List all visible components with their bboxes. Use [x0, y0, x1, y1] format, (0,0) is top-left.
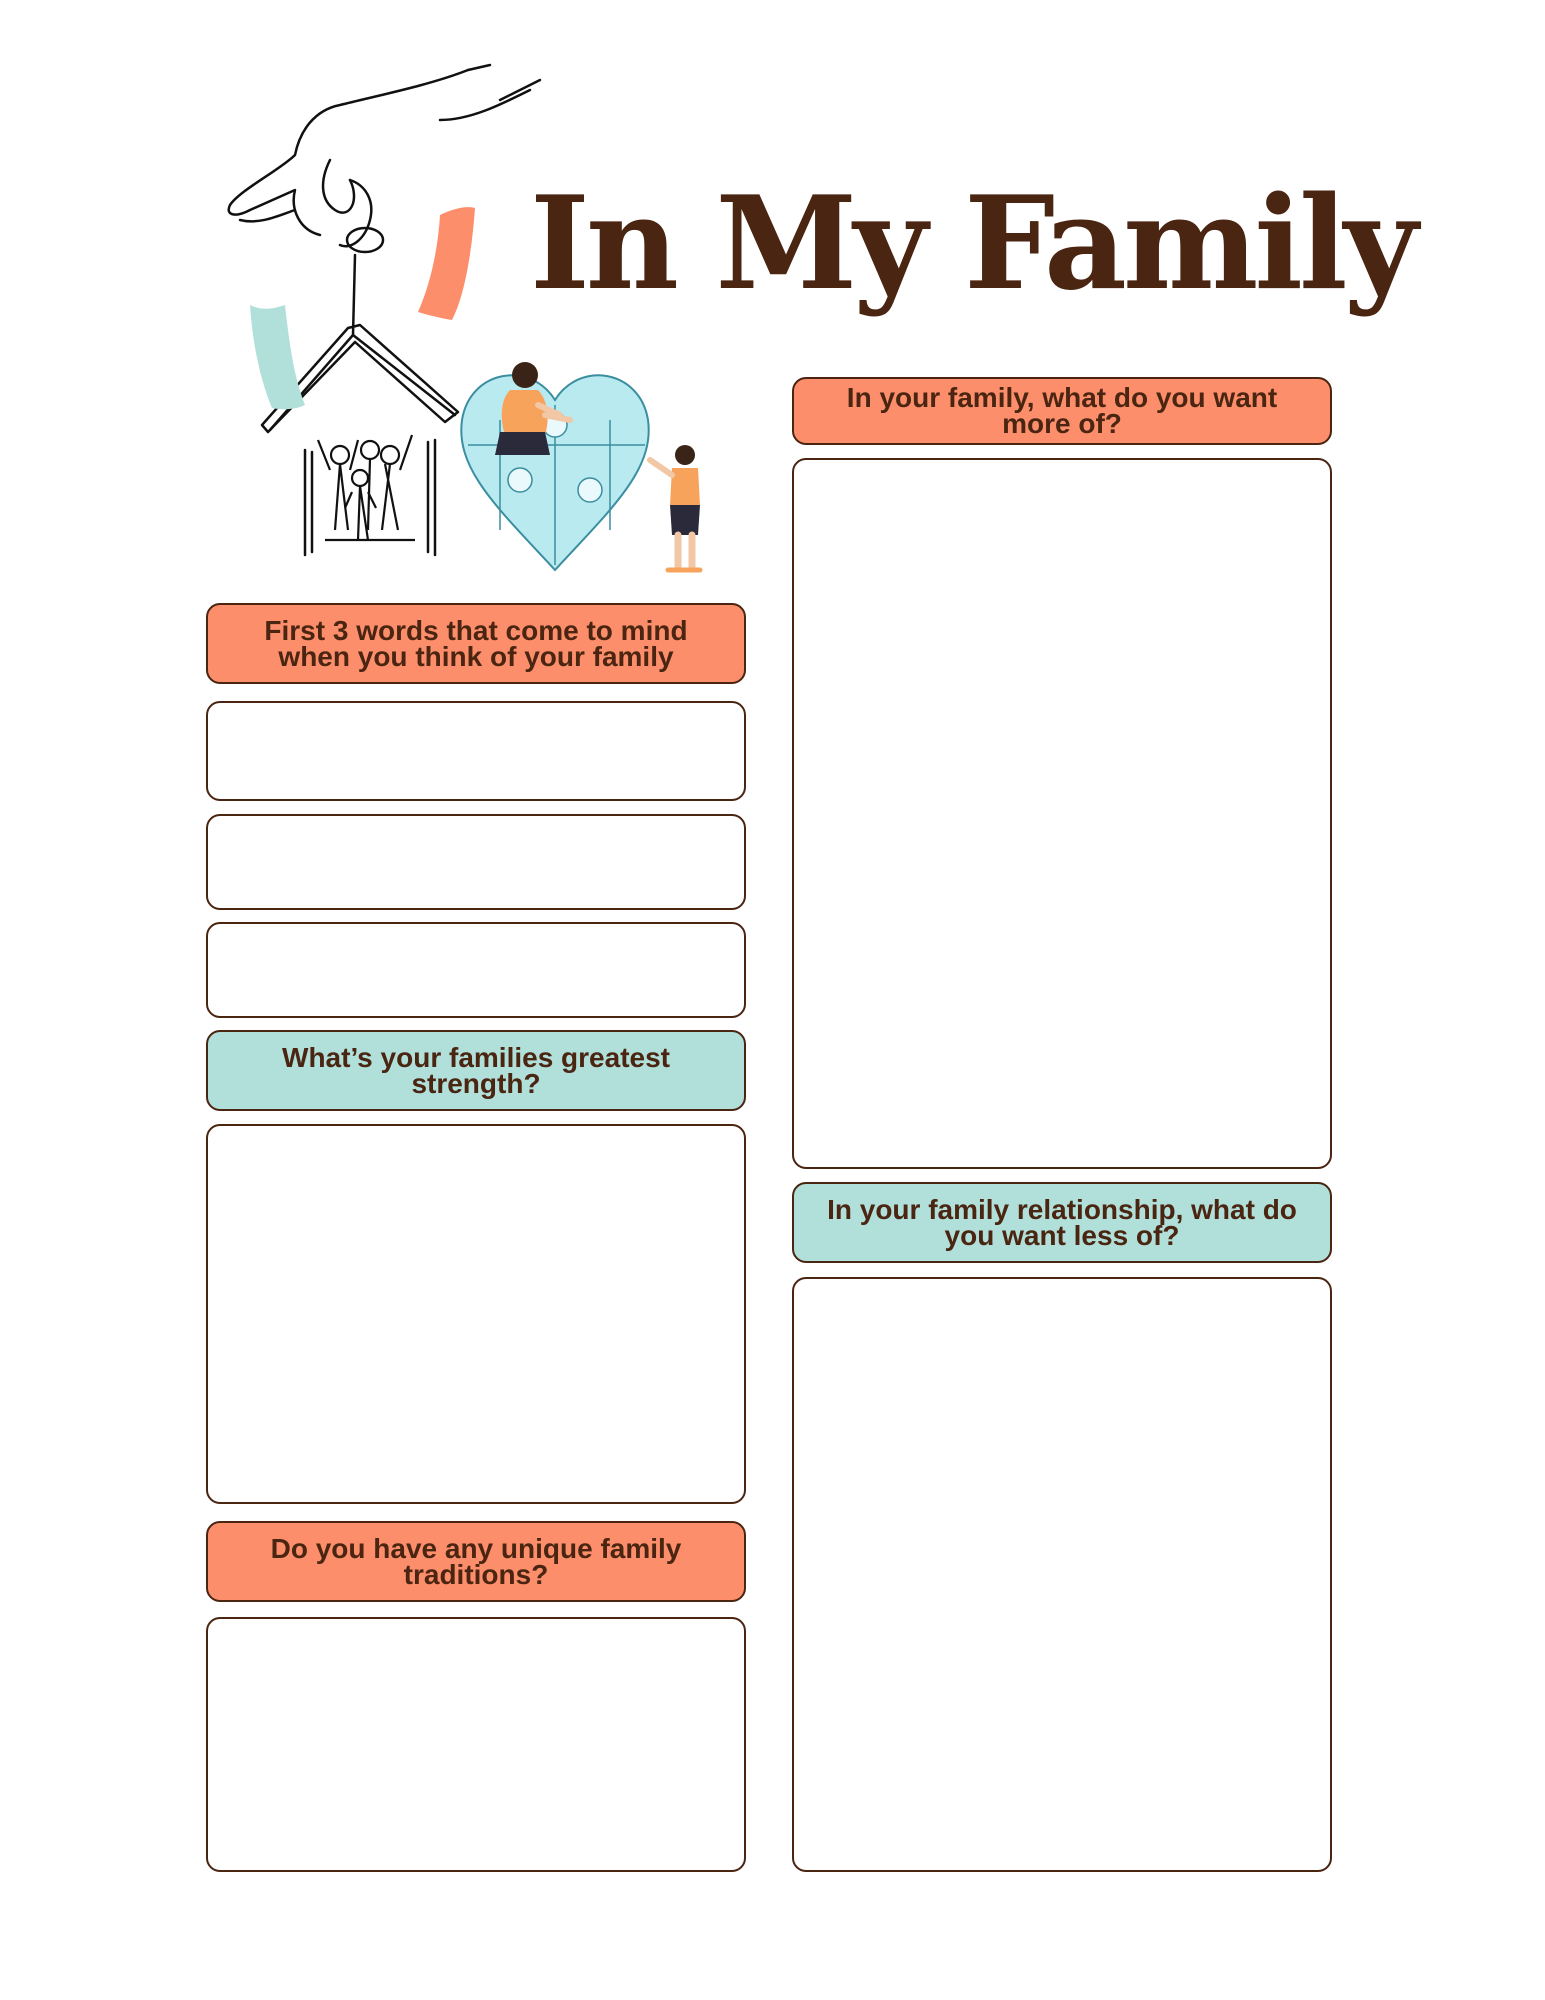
answer-box-want-more[interactable] [792, 458, 1332, 1169]
answer-box-word-3[interactable] [206, 922, 746, 1018]
question-label-first-words [206, 603, 746, 684]
question-text: In your family relationship, what do you want less of? [827, 1193, 1297, 1251]
question-label-want-more [792, 377, 1332, 445]
question-text: What’s your families greatest strength? [282, 1041, 670, 1099]
answer-box-unique-traditions[interactable] [206, 1617, 746, 1872]
answer-box-want-less[interactable] [792, 1277, 1332, 1872]
heart-puzzle-icon [461, 362, 700, 570]
answer-box-word-1[interactable] [206, 701, 746, 801]
answer-box-word-2[interactable] [206, 814, 746, 910]
question-text: First 3 words that come to mind when you think of your family [264, 614, 688, 672]
header-illustration [200, 60, 760, 600]
question-label-unique-traditions [206, 1521, 746, 1602]
question-text: In your family, what do you want more of? [846, 382, 1278, 439]
family-group-icon [318, 435, 415, 540]
page-title: In My Family [530, 169, 1414, 319]
question-label-want-less [792, 1182, 1332, 1263]
question-text: Do you have any unique family traditions? [270, 1532, 682, 1590]
answer-box-greatest-strength[interactable] [206, 1124, 746, 1504]
question-label-greatest-strength [206, 1030, 746, 1111]
